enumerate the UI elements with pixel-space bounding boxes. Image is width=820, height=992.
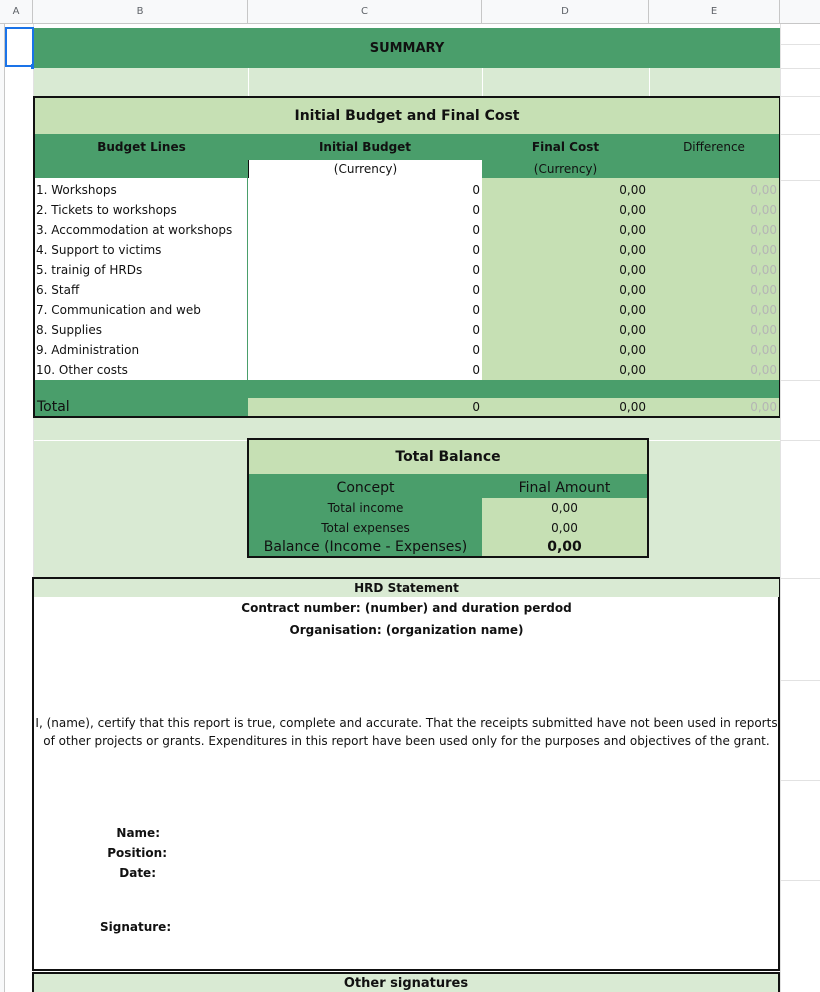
table-row-difference[interactable]: 0,00 [750, 323, 777, 337]
header-difference-label: Difference [683, 140, 745, 154]
other-signatures-cell [32, 972, 780, 992]
gridline [781, 96, 820, 97]
certification-line-2: of other projects or grants. Expenditures in this report have been used only for the purposes and objectives of the grant. [43, 734, 770, 748]
balance-concept-header [249, 477, 482, 499]
contract-cell[interactable] [34, 598, 779, 618]
table-row-label[interactable]: 9. Administration [36, 343, 140, 357]
table-row-difference[interactable]: 0,00 [750, 283, 777, 297]
table-row-final[interactable]: 0,00 [619, 323, 646, 337]
table-row-initial[interactable]: 0 [472, 243, 480, 257]
table-row-initial[interactable]: 0 [472, 323, 480, 337]
table-row-difference[interactable]: 0,00 [750, 223, 777, 237]
gridline [781, 440, 820, 441]
header-initial-budget-label: Initial Budget [318, 140, 412, 154]
organisation-text: Organisation: (organization name) [289, 623, 524, 637]
column-header-d[interactable]: D [482, 0, 649, 24]
column-header-blank [780, 0, 820, 24]
table-row-difference[interactable]: 0,00 [750, 263, 777, 277]
gridline [781, 68, 820, 69]
total-final[interactable]: 0,00 [619, 400, 646, 414]
header-final-cost [482, 134, 649, 160]
gridline [781, 680, 820, 681]
statement-title: HRD Statement [354, 581, 459, 595]
budget-title: Initial Budget and Final Cost [294, 108, 520, 124]
table-row-initial[interactable]: 0 [472, 203, 480, 217]
table-row-final[interactable]: 0,00 [619, 203, 646, 217]
table-row-label[interactable]: 6. Staff [36, 283, 80, 297]
gridline [781, 44, 820, 45]
other-signatures-title: Other signatures [343, 975, 469, 991]
table-row-difference[interactable]: 0,00 [750, 183, 777, 197]
table-row-difference[interactable]: 0,00 [750, 363, 777, 377]
expenses-value-cell[interactable] [482, 519, 647, 537]
table-row-initial[interactable]: 0 [472, 343, 480, 357]
column-header-c[interactable]: C [248, 0, 482, 24]
gridline [781, 780, 820, 781]
table-row-difference[interactable]: 0,00 [750, 203, 777, 217]
table-row-label[interactable]: 2. Tickets to workshops [36, 203, 177, 217]
balance-value: 0,00 [547, 538, 582, 555]
budget-title-cell [35, 98, 779, 134]
header-budget-lines [35, 134, 248, 160]
gridline [781, 134, 820, 135]
header-initial-budget [248, 134, 482, 160]
expenses-label: Total expenses [321, 521, 410, 535]
table-row-initial[interactable]: 0 [472, 223, 480, 237]
table-row-label[interactable]: 5. trainig of HRDs [36, 263, 143, 277]
contract-text: Contract number: (number) and duration perdod [241, 601, 572, 615]
table-row-initial[interactable]: 0 [472, 283, 480, 297]
gridline [780, 24, 781, 992]
header-final-cost-label: Final Cost [531, 140, 600, 154]
date-label: Date: [119, 866, 156, 880]
table-row-initial[interactable]: 0 [472, 303, 480, 317]
position-label: Position: [107, 846, 167, 860]
header-budget-lines-label: Budget Lines [97, 140, 186, 154]
balance-value-cell[interactable] [482, 537, 647, 556]
balance-label-cell[interactable] [249, 538, 482, 556]
balance-concept-label: Concept [336, 480, 395, 496]
currency-final-label: (Currency) [533, 162, 598, 176]
currency-final[interactable] [482, 160, 649, 178]
name-label: Name: [116, 826, 160, 840]
income-label-cell[interactable] [249, 499, 482, 517]
income-value: 0,00 [551, 501, 578, 515]
currency-initial[interactable] [248, 160, 482, 178]
income-label: Total income [327, 501, 404, 515]
column-header-b[interactable]: B [33, 0, 248, 24]
summary-title: SUMMARY [369, 40, 445, 56]
summary-spacer [34, 68, 780, 96]
gridline [649, 68, 650, 96]
gridline [781, 578, 820, 579]
selected-cell-a1[interactable] [5, 27, 34, 67]
statement-title-cell [34, 579, 779, 597]
row-header-strip [0, 24, 5, 992]
table-row-label[interactable]: 10. Other costs [36, 363, 128, 377]
table-row-final[interactable]: 0,00 [619, 303, 646, 317]
income-value-cell[interactable] [482, 499, 647, 517]
table-row-final[interactable]: 0,00 [619, 223, 646, 237]
balance-final-amount-label: Final Amount [518, 480, 611, 496]
column-header-e[interactable]: E [649, 0, 780, 24]
certification-text[interactable] [34, 714, 779, 754]
table-row-initial[interactable]: 0 [472, 363, 480, 377]
table-row-label[interactable]: 3. Accommodation at workshops [36, 223, 233, 237]
table-row-label[interactable]: 8. Supplies [36, 323, 103, 337]
total-initial[interactable]: 0 [472, 400, 480, 414]
balance-final-amount-header [482, 477, 647, 499]
header-difference [649, 134, 779, 160]
table-row-initial[interactable]: 0 [472, 183, 480, 197]
table-row-final[interactable]: 0,00 [619, 343, 646, 357]
table-row-label[interactable]: 1. Workshops [36, 183, 117, 197]
gridline [781, 180, 820, 181]
budget-separator-row [35, 380, 779, 398]
table-row-difference[interactable]: 0,00 [750, 303, 777, 317]
table-row-label[interactable]: 7. Communication and web [36, 303, 201, 317]
certification-line-1: I, (name), certify that this report is true, complete and accurate. That the receipts submitted have not been used in reports [35, 716, 778, 730]
signature-label: Signature: [100, 920, 172, 934]
gridline [781, 880, 820, 881]
table-row-label[interactable]: 4. Support to victims [36, 243, 162, 257]
expenses-value: 0,00 [551, 521, 578, 535]
table-row-final[interactable]: 0,00 [619, 243, 646, 257]
column-header-a[interactable]: A [0, 0, 33, 24]
balance-label: Balance (Income - Expenses) [263, 539, 468, 555]
gridline [248, 68, 249, 96]
balance-title: Total Balance [395, 449, 501, 465]
gridline [781, 380, 820, 381]
currency-initial-label: (Currency) [333, 162, 398, 176]
organisation-cell[interactable] [34, 620, 779, 640]
total-difference[interactable]: 0,00 [750, 400, 777, 414]
table-row-final[interactable]: 0,00 [619, 263, 646, 277]
table-row-difference[interactable]: 0,00 [750, 343, 777, 357]
table-row-final[interactable]: 0,00 [619, 183, 646, 197]
balance-title-cell [249, 440, 647, 474]
expenses-label-cell[interactable] [249, 519, 482, 537]
table-row-final[interactable]: 0,00 [619, 363, 646, 377]
gridline [482, 68, 483, 96]
table-row-initial[interactable]: 0 [472, 263, 480, 277]
table-row-final[interactable]: 0,00 [619, 283, 646, 297]
total-label: Total [37, 399, 70, 415]
summary-banner [34, 28, 780, 68]
total-label-cell[interactable] [35, 398, 248, 416]
table-row-difference[interactable]: 0,00 [750, 243, 777, 257]
